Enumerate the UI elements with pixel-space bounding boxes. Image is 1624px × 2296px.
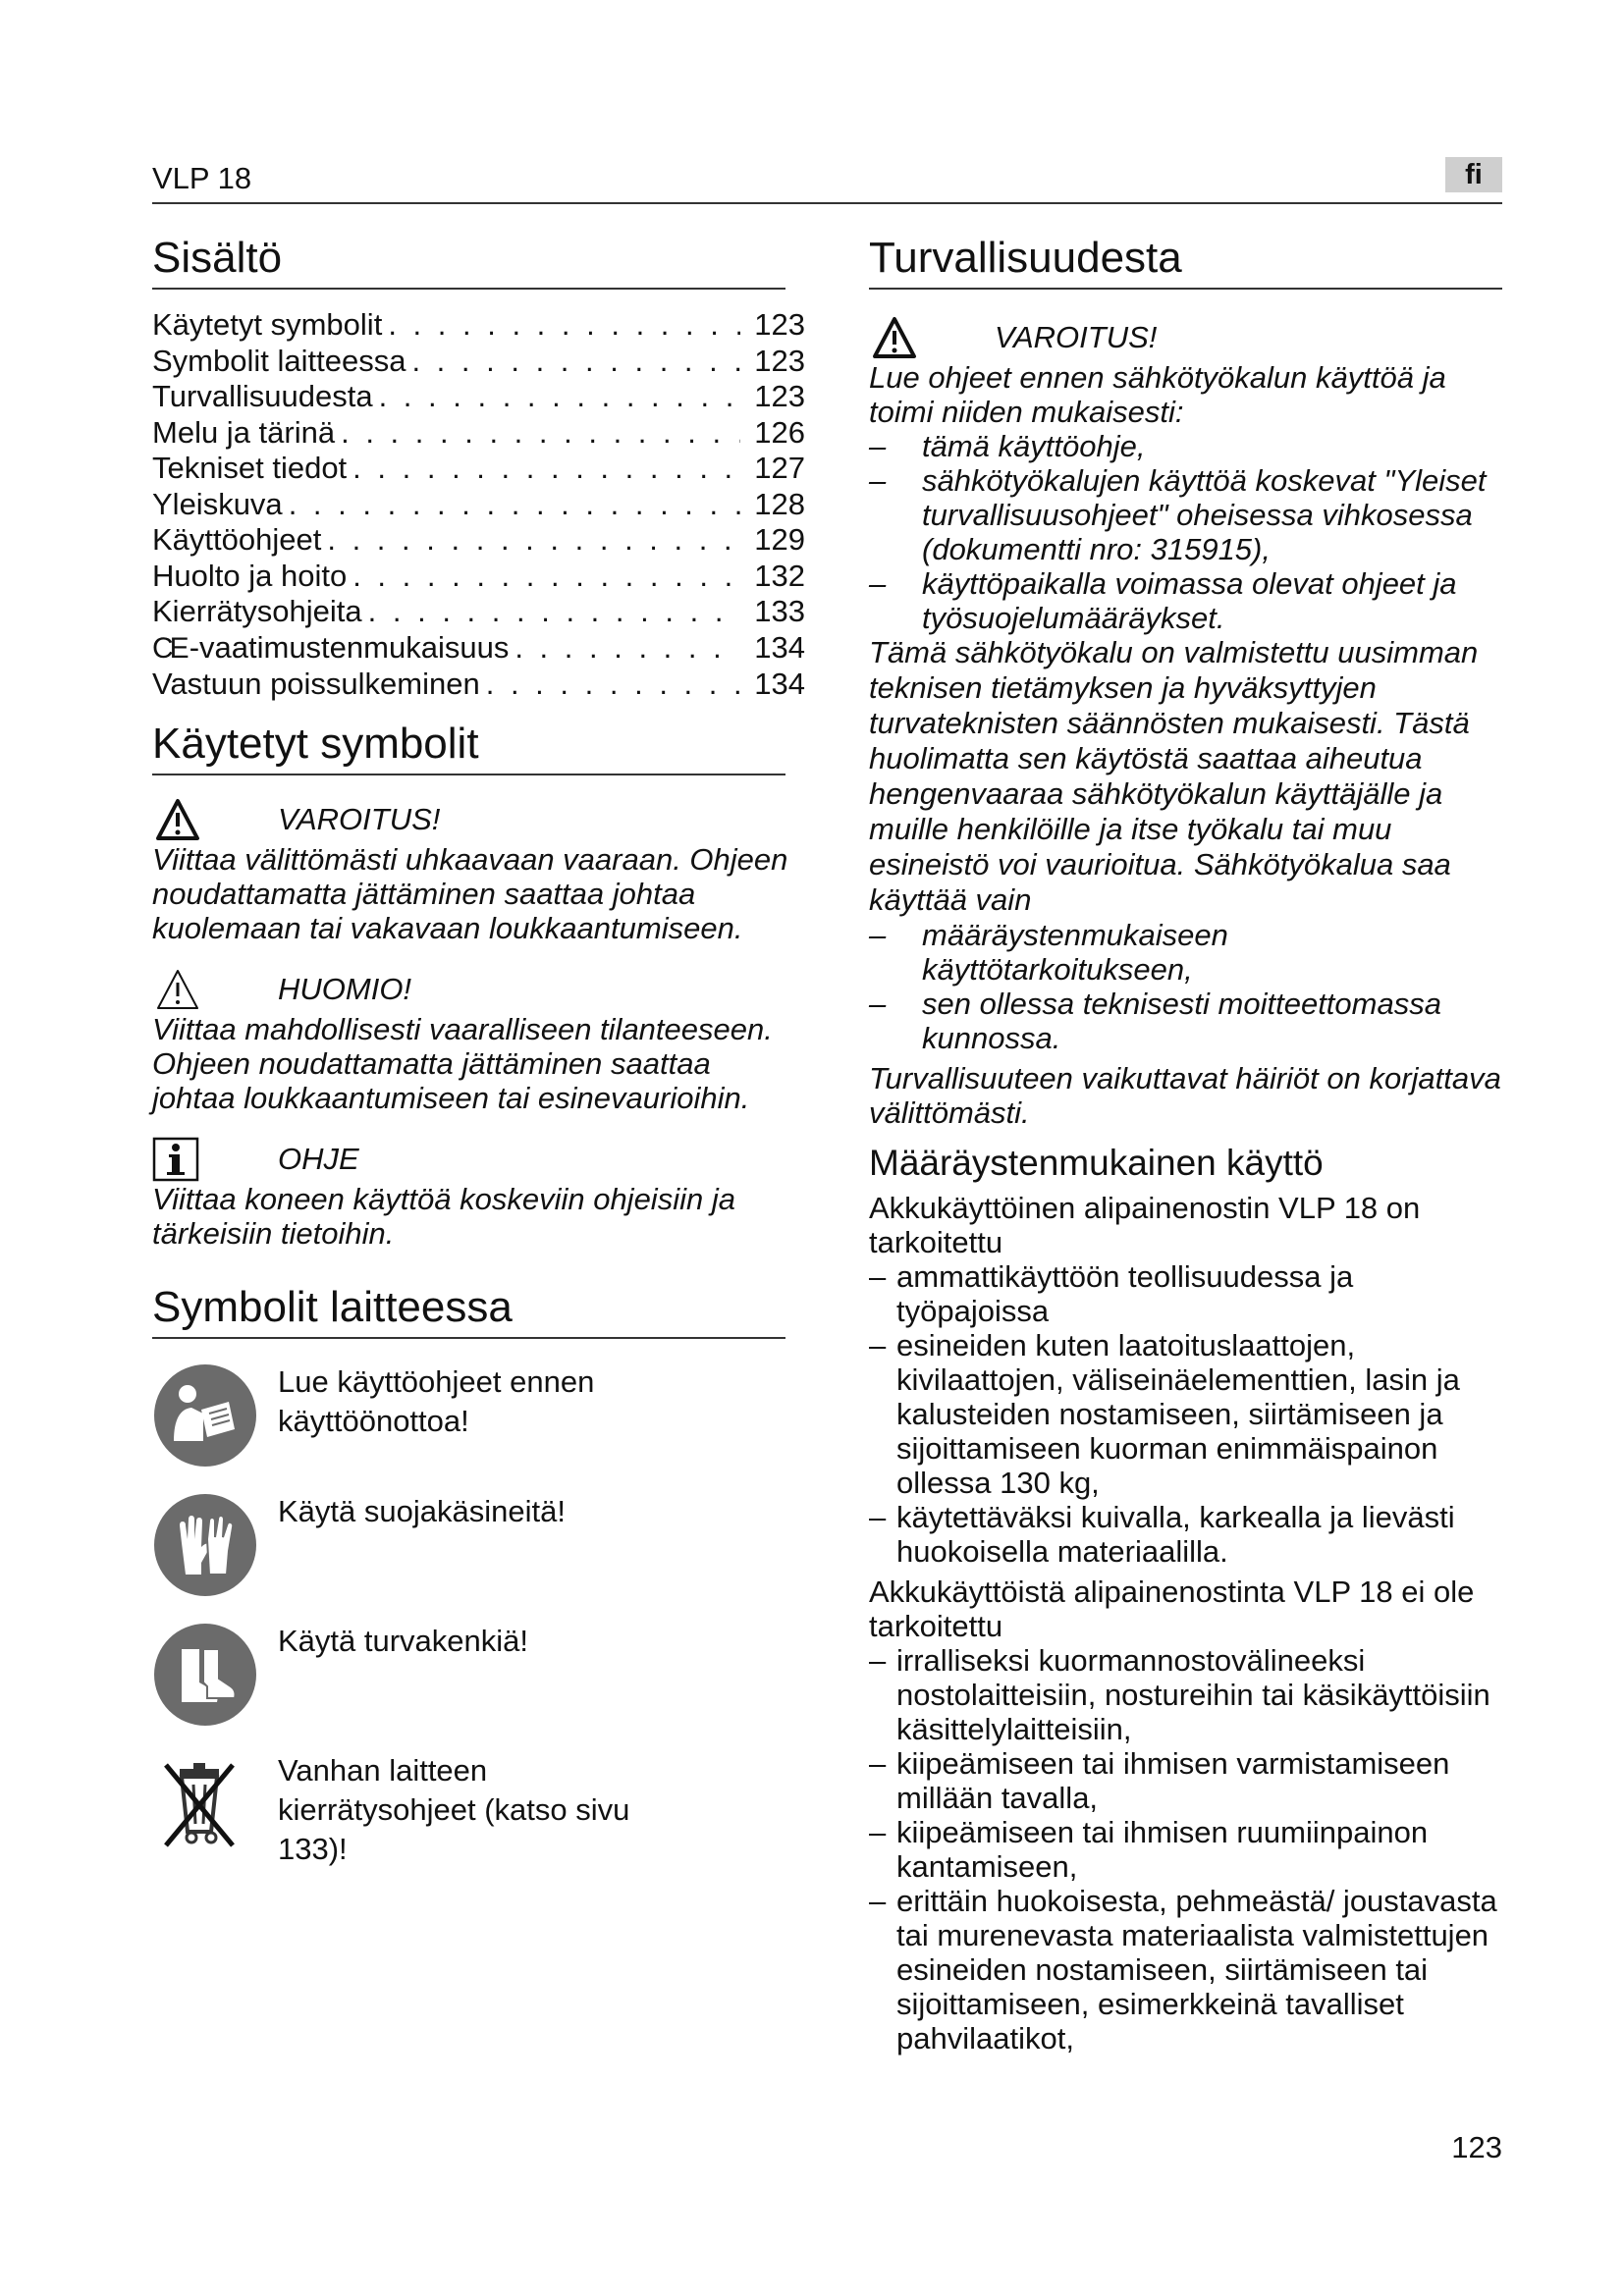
list-item: – esineiden kuten laatoituslaattojen, kivilaattojen, väliseinäelementtien, lasin ja kalusteiden nostamiseen, siirtämiseen ja sijoittamiseen kuorman enimmäispainon ollessa 130 kg, xyxy=(869,1328,1507,1500)
toc-entry-title: Kierrätysohjeita xyxy=(152,594,362,628)
toc-title: Sisältö xyxy=(152,231,785,290)
caution-label: HUOMIO! xyxy=(278,971,412,1006)
right-column xyxy=(869,231,1507,2056)
toc-entry-title: Käyttöohjeet xyxy=(152,522,322,557)
toc-entry[interactable] xyxy=(152,630,805,667)
toc-entry-page: 126 xyxy=(754,414,805,450)
toc-entry[interactable] xyxy=(152,307,805,344)
note-label: OHJE xyxy=(278,1141,359,1176)
not-intended-intro: Akkukäyttöistä alipainenostinta VLP 18 ei ole tarkoitettu xyxy=(869,1575,1475,1643)
toc-entry[interactable] xyxy=(152,487,805,523)
list-item: – kiipeämiseen tai ihmisen ruumiinpainon kantamiseen, xyxy=(869,1815,1507,1884)
device-symbol-item xyxy=(152,1751,790,1866)
toc-entry-page: 132 xyxy=(754,558,805,593)
model-name: VLP 18 xyxy=(152,161,252,195)
page-header xyxy=(152,157,1502,204)
toc-entry-page: 129 xyxy=(754,522,805,557)
toc-entry-title: Vastuun poissulkeminen xyxy=(152,667,480,701)
toc-entry-title: -vaatimustenmukaisuus xyxy=(189,629,510,665)
caution-text: Viittaa mahdollisesti vaaralliseen tilanteeseen. Ohjeen noudattamatta jättäminen saattaa johtaa loukkaantumiseen tai esinevaurioihin. xyxy=(152,1011,773,1115)
warning-label: VAROITUS! xyxy=(278,801,441,836)
toc-entry[interactable] xyxy=(152,415,805,452)
warning-notice xyxy=(152,797,790,945)
caution-notice xyxy=(152,967,790,1115)
warning-text: Viittaa välittömästi uhkaavaan vaaraan. Ohjeen noudattamatta jättäminen saattaa johtaa kuolemaan tai vakavaan loukkaantumiseen. xyxy=(152,841,788,945)
toc-entry-title: Turvallisuudesta xyxy=(152,379,373,413)
toc-entry-page: 123 xyxy=(754,379,805,413)
device-symbol-text: Käytä turvakenkiä! xyxy=(278,1623,529,1658)
safety-closing: Turvallisuuteen vaikuttavat häiriöt on korjattava välittömästi. xyxy=(869,1061,1501,1130)
not-intended-list xyxy=(869,1643,1507,2056)
device-symbol-text: Lue käyttöohjeet ennen käyttöönottoa! xyxy=(278,1363,595,1438)
warning-triangle-icon xyxy=(869,315,951,360)
list-item: – määräystenmukaiseen käyttötarkoitukseen, xyxy=(869,918,1507,987)
toc-entry-title: Symbolit laitteessa xyxy=(152,343,406,378)
intended-use-title: Määräystenmukainen käyttö xyxy=(869,1143,1324,1183)
device-symbols-title: Symbolit laitteessa xyxy=(152,1280,785,1339)
language-badge: fi xyxy=(1445,157,1502,192)
left-column xyxy=(152,231,805,1866)
list-item: – irralliseksi kuormannostovälineeksi nostolaitteisiin, nostureihin tai käsikäyttöisiin käsittelylaitteisiin, xyxy=(869,1643,1507,1746)
list-item: – käytettäväksi kuivalla, karkealla ja lievästi huokoisella materiaalilla. xyxy=(869,1500,1507,1569)
table-of-contents xyxy=(152,307,805,703)
safety-use-list xyxy=(869,918,1507,1055)
device-symbol-item xyxy=(152,1362,790,1468)
list-item: – kiipeämiseen tai ihmisen varmistamiseen millään tavalla, xyxy=(869,1746,1507,1815)
toc-entry[interactable] xyxy=(152,379,805,415)
toc-entry-page: 128 xyxy=(754,486,805,521)
read-manual-icon xyxy=(152,1362,258,1468)
list-item: – käyttöpaikalla voimassa olevat ohjeet ja työsuojelumääräykset. xyxy=(869,566,1507,635)
safety-title: Turvallisuudesta xyxy=(869,231,1502,290)
intended-use-intro: Akkukäyttöinen alipainenostin VLP 18 on tarkoitettu xyxy=(869,1191,1421,1259)
toc-entry[interactable] xyxy=(152,522,805,559)
device-symbol-text: Käytä suojakäsineitä! xyxy=(278,1493,566,1528)
toc-entry-title: Käytetyt symbolit xyxy=(152,307,383,342)
list-item: – ammattikäyttöön teollisuudessa ja työpajoissa xyxy=(869,1259,1507,1328)
safety-boots-icon xyxy=(152,1622,258,1728)
warning-triangle-icon xyxy=(152,797,235,842)
toc-entry-page: 133 xyxy=(754,594,805,628)
note-notice xyxy=(152,1137,790,1251)
symbols-used-title: Käytetyt symbolit xyxy=(152,717,785,775)
list-item: – erittäin huokoisesta, pehmeästä/ joustavasta tai murenevasta materiaalista valmistettujen esineiden nostamiseen, siirtämiseen tai sijoittamiseen, esimerkkeinä tavalliset pahvilaatikot, xyxy=(869,1884,1507,2056)
safety-document-list xyxy=(869,429,1507,635)
crossed-bin-icon xyxy=(152,1751,258,1857)
toc-entry-page: 123 xyxy=(754,307,805,342)
gloves-icon xyxy=(152,1492,258,1598)
intended-use-list xyxy=(869,1259,1507,1569)
safety-paragraph: Tämä sähkötyökalu on valmistettu uusimman teknisen tietämyksen ja hyväksyttyjen turvateknisten säännösten mukaisesti. Tästä huolimatta sen käytöstä saattaa aiheutua hengenvaaraa sähkötyökalun käyttäjälle ja muille henkilöille ja itse työkalu tai muu esineistö voi vaurioitua. Sähkötyökalua saa käyttää vain xyxy=(869,635,1479,917)
device-symbol-item xyxy=(152,1622,790,1728)
warning-label: VAROITUS! xyxy=(995,320,1158,354)
list-item: – tämä käyttöohje, xyxy=(869,429,1507,463)
toc-entry-page: 123 xyxy=(754,343,805,378)
list-item: – sähkötyökalujen käyttöä koskevat "Yleiset turvallisuusohjeet" oheisessa vihkosessa (dokumentti nro: 315915), xyxy=(869,463,1507,566)
caution-triangle-icon xyxy=(152,967,235,1012)
toc-entry[interactable] xyxy=(152,667,805,703)
toc-entry[interactable] xyxy=(152,451,805,487)
note-text: Viittaa koneen käyttöä koskeviin ohjeisiin ja tärkeisiin tietoihin. xyxy=(152,1181,735,1251)
list-item: – sen ollessa teknisesti moitteettomassa kunnossa. xyxy=(869,987,1507,1055)
toc-entry[interactable] xyxy=(152,559,805,595)
toc-entry[interactable] xyxy=(152,594,805,630)
safety-warning-notice xyxy=(869,315,1507,1130)
info-icon xyxy=(152,1137,235,1182)
ce-mark-icon: CE xyxy=(152,631,186,665)
toc-entry[interactable] xyxy=(152,344,805,380)
toc-entry-title: Melu ja tärinä xyxy=(152,414,336,450)
page-number: 123 xyxy=(1451,2130,1502,2164)
device-symbol-text: Vanhan laitteen kierrätysohjeet (katso sivu 133)! xyxy=(278,1752,630,1866)
toc-entry-title: Tekniset tiedot xyxy=(152,451,348,485)
toc-entry-page: 127 xyxy=(754,451,805,485)
device-symbol-item xyxy=(152,1492,790,1598)
toc-entry-page: 134 xyxy=(754,667,805,701)
toc-entry-title: Huolto ja hoito xyxy=(152,558,348,593)
toc-entry-page: 134 xyxy=(754,629,805,665)
safety-intro: Lue ohjeet ennen sähkötyökalun käyttöä ja toimi niiden mukaisesti: xyxy=(869,360,1446,429)
toc-entry-title: Yleiskuva xyxy=(152,486,283,521)
